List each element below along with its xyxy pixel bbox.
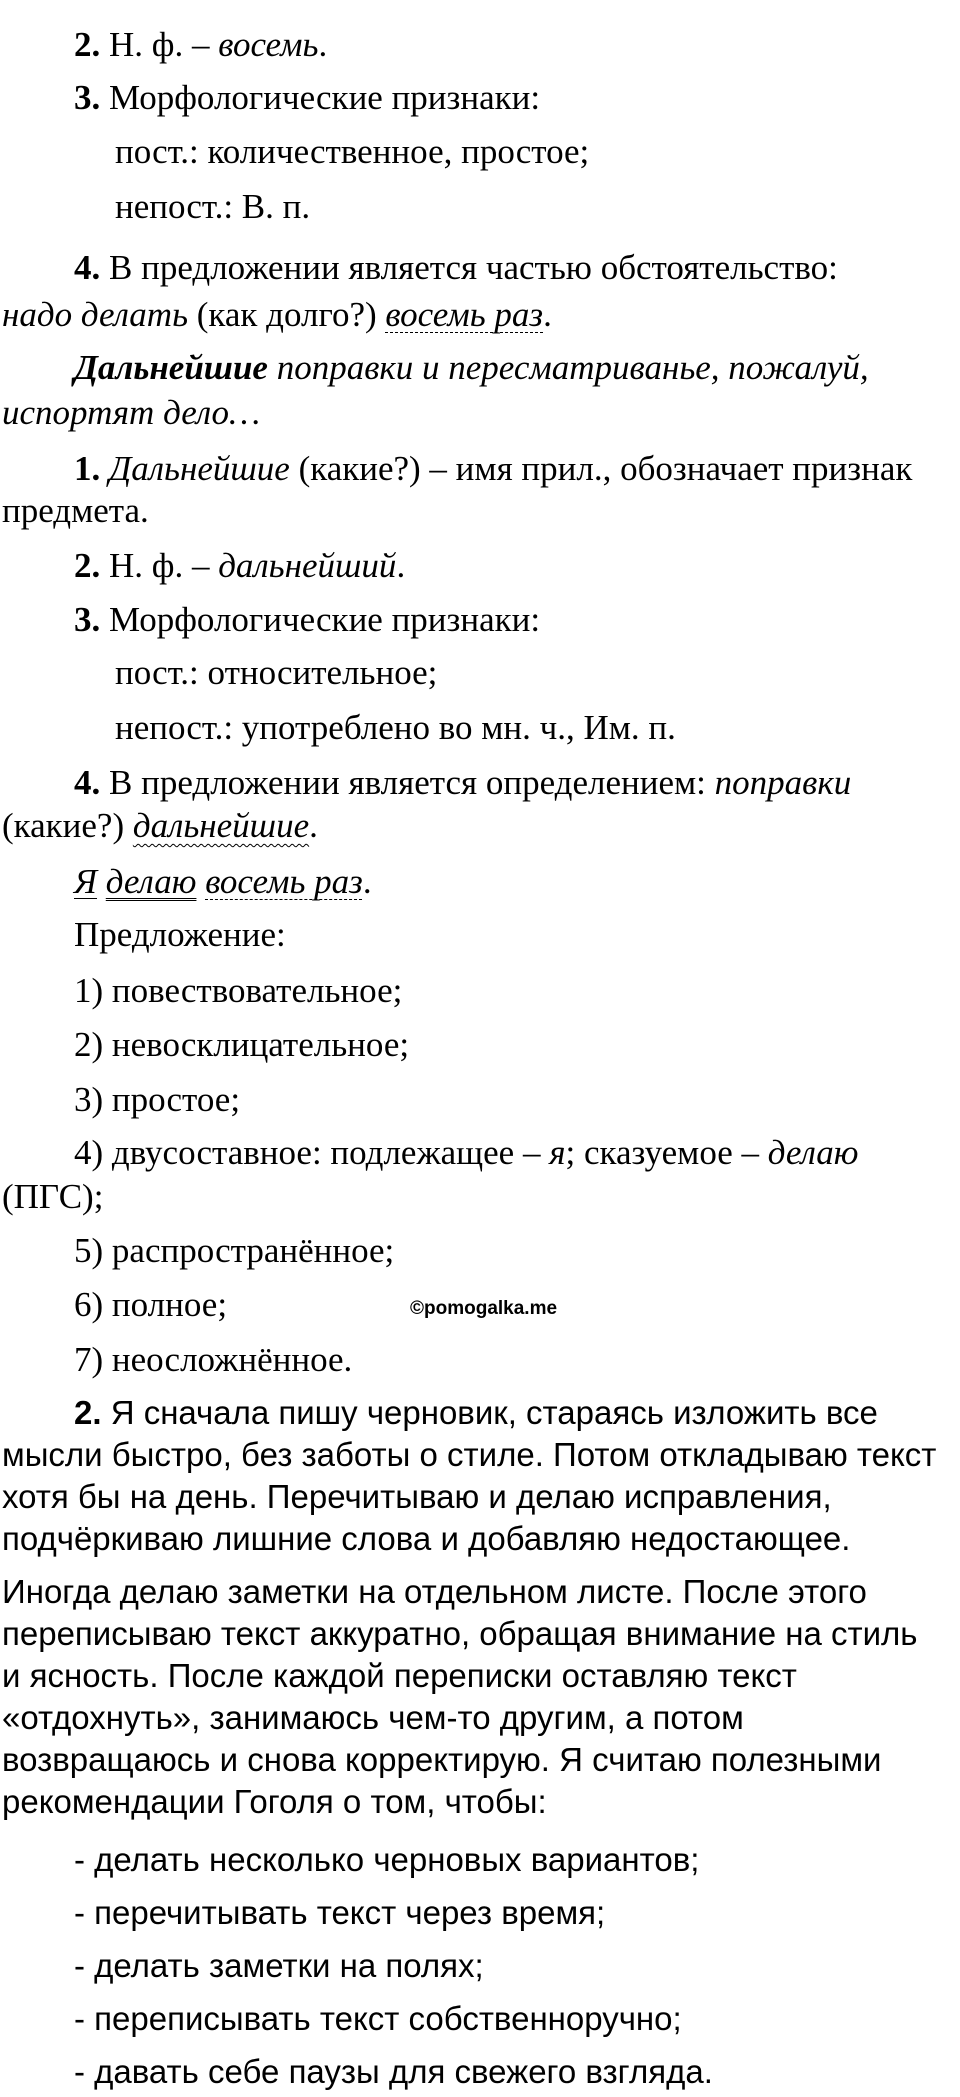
list-item: - давать себе паузы для свежего взгляда. — [74, 2053, 713, 2090]
list-item: 5) распространённое; — [74, 1231, 395, 1270]
text-span: 4) двусоставное: подлежащее – — [74, 1133, 550, 1172]
list-item: - переписывать текст собственноручно; — [74, 2000, 682, 2037]
italic-word: я — [549, 1133, 566, 1172]
list-item: - делать несколько черновых вариантов; — [74, 1841, 700, 1878]
text-line: пост.: относительное; — [115, 653, 438, 692]
text-line — [2, 805, 318, 847]
italic-phrase: поправки и пересматриванье, пожалуй, — [267, 348, 869, 387]
text-span: ; сказуемое – — [565, 1133, 768, 1172]
text-span: . — [543, 295, 552, 334]
italic-word: поправки — [714, 763, 852, 802]
text-line: хотя бы на день. Перечитываю и делаю исправления, — [2, 1478, 832, 1515]
underlined-adverbial: восемь раз — [385, 295, 544, 334]
list-item: 3) простое; — [74, 1080, 241, 1119]
text-line: мысли быстро, без заботы о стиле. Потом откладываю текст — [2, 1436, 937, 1473]
text-line — [74, 545, 405, 587]
text-span: (какие?) — [2, 806, 133, 845]
italic-word: делаю — [767, 1133, 859, 1172]
list-item: - перечитывать текст через время; — [74, 1894, 606, 1931]
text-span: В предложении является определением: — [100, 763, 715, 802]
text-span: . — [396, 546, 406, 585]
item-number: 1. — [74, 449, 101, 488]
text-line — [74, 247, 838, 289]
list-item — [74, 1132, 858, 1174]
text-line — [74, 24, 327, 66]
underlined-subject: Я — [74, 862, 98, 901]
list-item: 1) повествовательное; — [74, 971, 403, 1010]
underlined-attribute: дальнейшие — [132, 806, 310, 845]
list-item-continuation: (ПГС); — [2, 1177, 104, 1216]
list-item: 6) полное; — [74, 1285, 228, 1324]
text-line: непост.: употреблено во мн. ч., Им. п. — [115, 708, 676, 747]
text-line: пост.: количественное, простое; — [115, 132, 590, 171]
text-line — [74, 599, 540, 641]
text-line: Иногда делаю заметки на отдельном листе. После этого — [2, 1573, 867, 1610]
item-number: 3. — [74, 600, 101, 639]
text-line: непост.: В. п. — [115, 187, 311, 226]
text-span: Морфологические признаки: — [100, 78, 541, 117]
text-line — [74, 861, 372, 903]
text-span: . — [309, 806, 318, 845]
item-number: 2. — [74, 546, 101, 585]
italic-word: дальнейший — [218, 546, 397, 585]
text-line — [2, 392, 260, 434]
list-item: 2) невосклицательное; — [74, 1025, 410, 1064]
text-span: (как долго?) — [188, 295, 386, 334]
item-number: 3. — [74, 78, 101, 117]
italic-word: восемь — [218, 25, 319, 64]
text-span: . — [362, 862, 372, 901]
list-item: 7) неосложнённое. — [74, 1340, 353, 1379]
text-span: Н. ф. – — [100, 546, 219, 585]
item-number: 4. — [74, 763, 101, 802]
watermark: ©pomogalka.me — [410, 1298, 558, 1319]
item-number: 2. — [74, 1394, 102, 1431]
text-span: . — [318, 25, 328, 64]
text-line — [74, 77, 540, 119]
text-span: В предложении является частью обстоятельство: — [100, 248, 838, 287]
text-span: Я сначала пишу черновик, стараясь изложить все — [101, 1394, 878, 1431]
text-line: «отдохнуть», занимаюсь чем-то другим, а потом — [2, 1699, 744, 1736]
text-span: Н. ф. – — [100, 25, 219, 64]
parse-heading: Предложение: — [74, 915, 286, 954]
text-line — [74, 1393, 878, 1433]
underlined-predicate: делаю — [105, 862, 197, 901]
text-line: и ясность. После каждой переписки оставляю текст — [2, 1657, 797, 1694]
underlined-adverbial: восемь раз — [205, 862, 363, 901]
text-line: предмета. — [2, 491, 149, 530]
italic-word: Дальнейшие — [109, 449, 290, 488]
italic-phrase: испортят дело… — [2, 393, 261, 432]
text-line: возвращаюсь и снова корректирую. Я считаю полезными — [2, 1741, 882, 1778]
text-line — [2, 294, 552, 336]
text-line — [74, 762, 851, 804]
text-line: переписываю текст аккуратно, обращая внимание на стиль — [2, 1615, 918, 1652]
item-number: 2. — [74, 25, 101, 64]
text-line: рекомендации Гоголя о том, чтобы: — [2, 1783, 547, 1820]
italic-phrase: надо делать — [2, 295, 189, 334]
text-line: подчёркиваю лишние слова и добавляю недостающее. — [2, 1520, 851, 1557]
list-item: - делать заметки на полях; — [74, 1947, 484, 1984]
text-span: Морфологические признаки: — [100, 600, 541, 639]
bold-italic-word: Дальнейшие — [74, 348, 268, 387]
text-span: (какие?) – имя прил., обозначает признак — [289, 449, 913, 488]
text-line — [74, 448, 912, 490]
item-number: 4. — [74, 248, 101, 287]
text-line — [74, 347, 869, 389]
